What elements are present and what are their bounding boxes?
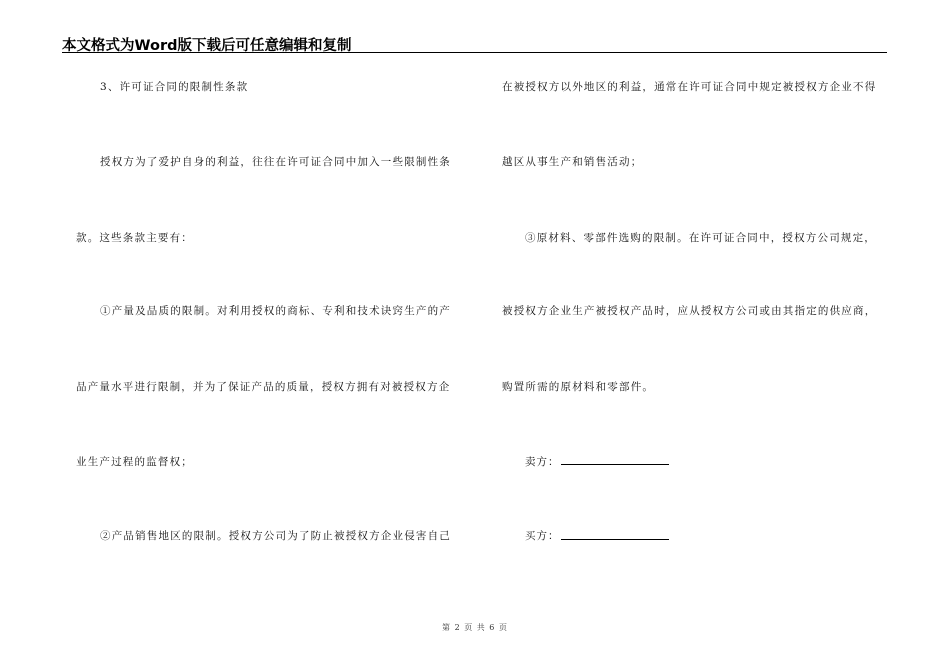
page-footer: 第 2 页 共 6 页 — [442, 623, 508, 632]
paragraph-line: 款。这些条款主要有： — [76, 232, 193, 244]
paragraph-line: 在被授权方以外地区的利益，通常在许可证合同中规定被授权方企业不得 — [502, 81, 877, 93]
paragraph-line: 品产量水平进行限制，并为了保证产品的质量，授权方拥有对被授权方企 — [76, 381, 451, 393]
paragraph-line: 越区从事生产和销售活动； — [502, 156, 643, 168]
paragraph-line: 3、许可证合同的限制性条款 — [100, 81, 249, 93]
buyer-signature-line[interactable] — [561, 539, 669, 540]
buyer-label: 买方： — [525, 530, 560, 542]
paragraph-line: 业生产过程的监督权； — [76, 456, 193, 468]
paragraph-line: 购置所需的原材料和零部件。 — [502, 381, 655, 393]
paragraph-line: ②产品销售地区的限制。授权方公司为了防止被授权方企业侵害自己 — [100, 530, 451, 542]
paragraph-line: 授权方为了爱护自身的利益，往往在许可证合同中加入一些限制性条 — [100, 156, 451, 168]
seller-label: 卖方： — [525, 456, 560, 468]
page-header-title: 本文格式为Word版下载后可任意编辑和复制 — [62, 38, 352, 54]
seller-signature-line[interactable] — [561, 464, 669, 465]
page-header-rule — [62, 52, 887, 53]
paragraph-line: ③原材料、零部件选购的限制。在许可证合同中，授权方公司规定， — [525, 232, 876, 244]
paragraph-line: ①产量及品质的限制。对利用授权的商标、专利和技术诀窍生产的产 — [100, 305, 451, 317]
paragraph-line: 被授权方企业生产被授权产品时，应从授权方公司或由其指定的供应商， — [502, 305, 877, 317]
